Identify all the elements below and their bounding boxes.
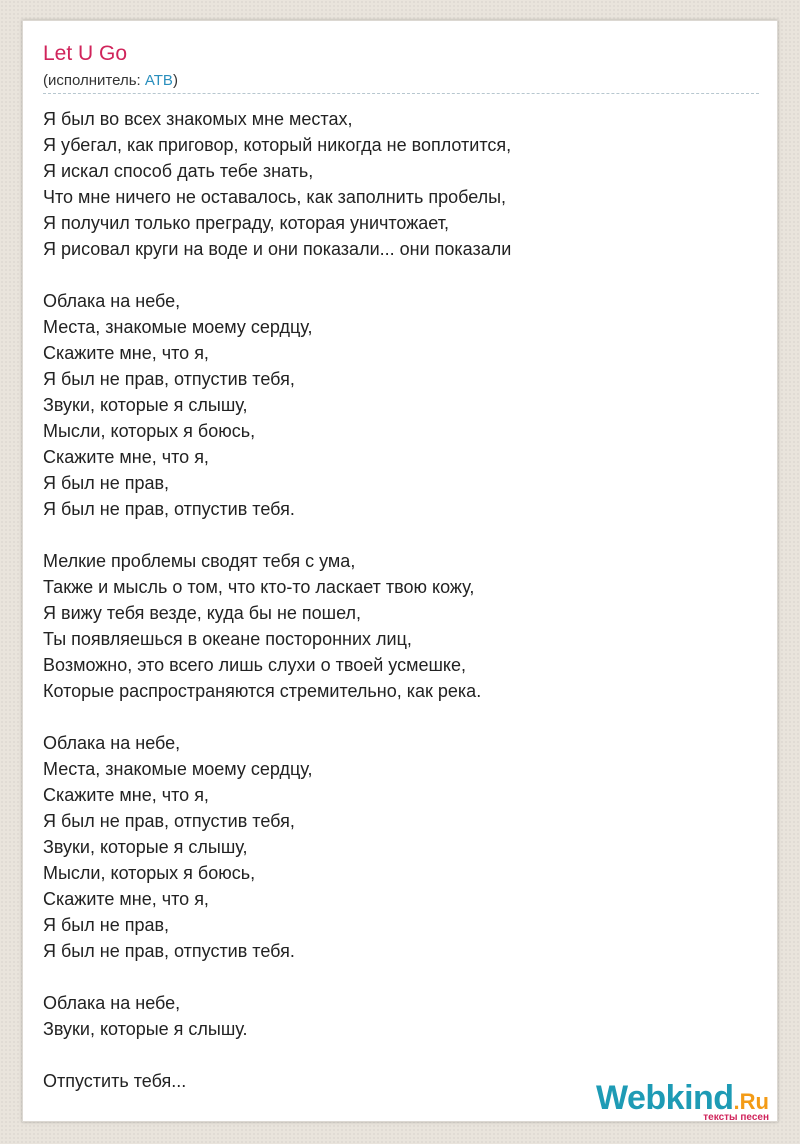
- lyric-line: Я был не прав, отпустив тебя.: [43, 499, 295, 519]
- lyric-line: Облака на небе,: [43, 291, 181, 311]
- lyrics-stanza: [43, 548, 759, 704]
- lyric-line: Звуки, которые я слышу,: [43, 395, 248, 415]
- lyric-line: Что мне ничего не оставалось, как заполнить пробелы,: [43, 187, 507, 207]
- divider: [43, 93, 759, 94]
- lyric-line: Скажите мне, что я,: [43, 889, 209, 909]
- lyric-line: Я искал способ дать тебе знать,: [43, 161, 314, 181]
- logo-tld: .Ru: [733, 1089, 769, 1114]
- song-title: Let U Go: [43, 42, 128, 65]
- artist-link[interactable]: ATB: [144, 72, 173, 89]
- logo-tagline: тексты песен: [703, 1112, 769, 1123]
- artist-prefix: (исполнитель:: [43, 72, 145, 89]
- lyric-line: Места, знакомые моему сердцу,: [43, 759, 313, 779]
- lyric-line: Я был не прав,: [43, 473, 170, 493]
- lyric-line: Скажите мне, что я,: [43, 785, 209, 805]
- logo-name: Webkind: [596, 1079, 734, 1117]
- lyric-line: Ты появляешься в океане посторонних лиц,: [43, 629, 412, 649]
- lyric-line: Мысли, которых я боюсь,: [43, 421, 256, 441]
- lyric-line: Также и мысль о том, что кто-то ласкает твою кожу,: [43, 577, 475, 597]
- lyric-line: Мелкие проблемы сводят тебя с ума,: [43, 551, 356, 571]
- artist-suffix: ): [172, 72, 178, 89]
- lyric-line: Мысли, которых я боюсь,: [43, 863, 256, 883]
- lyrics-card: [22, 20, 778, 1122]
- lyric-line: Я получил только преграду, которая уничтожает,: [43, 213, 449, 233]
- lyric-line: Я убегал, как приговор, который никогда не воплотится,: [43, 135, 512, 155]
- lyrics-stanza: [43, 990, 759, 1042]
- lyric-line: Облака на небе,: [43, 733, 181, 753]
- lyric-line: Облака на небе,: [43, 993, 181, 1013]
- lyric-line: Места, знакомые моему сердцу,: [43, 317, 313, 337]
- lyric-line: Возможно, это всего лишь слухи о твоей усмешке,: [43, 655, 466, 675]
- lyric-line: Я был не прав, отпустив тебя.: [43, 941, 295, 961]
- lyrics-stanza: [43, 730, 759, 964]
- lyric-line: Я был во всех знакомых мне местах,: [43, 109, 353, 129]
- lyric-line: Я вижу тебя везде, куда бы не пошел,: [43, 603, 362, 623]
- artist-line: [43, 73, 178, 88]
- lyric-line: Отпустить тебя...: [43, 1071, 187, 1091]
- lyric-line: Я был не прав, отпустив тебя,: [43, 369, 295, 389]
- lyric-line: Звуки, которые я слышу.: [43, 1019, 248, 1039]
- lyrics-stanza: [43, 288, 759, 522]
- lyric-line: Я был не прав,: [43, 915, 170, 935]
- lyrics-text: [43, 106, 759, 1120]
- lyric-line: Я рисовал круги на воде и они показали... они показали: [43, 239, 512, 259]
- lyric-line: Которые распространяются стремительно, как река.: [43, 681, 482, 701]
- webkind-logo[interactable]: [596, 1081, 769, 1115]
- lyrics-stanza: [43, 106, 759, 262]
- lyric-line: Звуки, которые я слышу,: [43, 837, 248, 857]
- lyric-line: Скажите мне, что я,: [43, 447, 209, 467]
- lyric-line: Я был не прав, отпустив тебя,: [43, 811, 295, 831]
- lyric-line: Скажите мне, что я,: [43, 343, 209, 363]
